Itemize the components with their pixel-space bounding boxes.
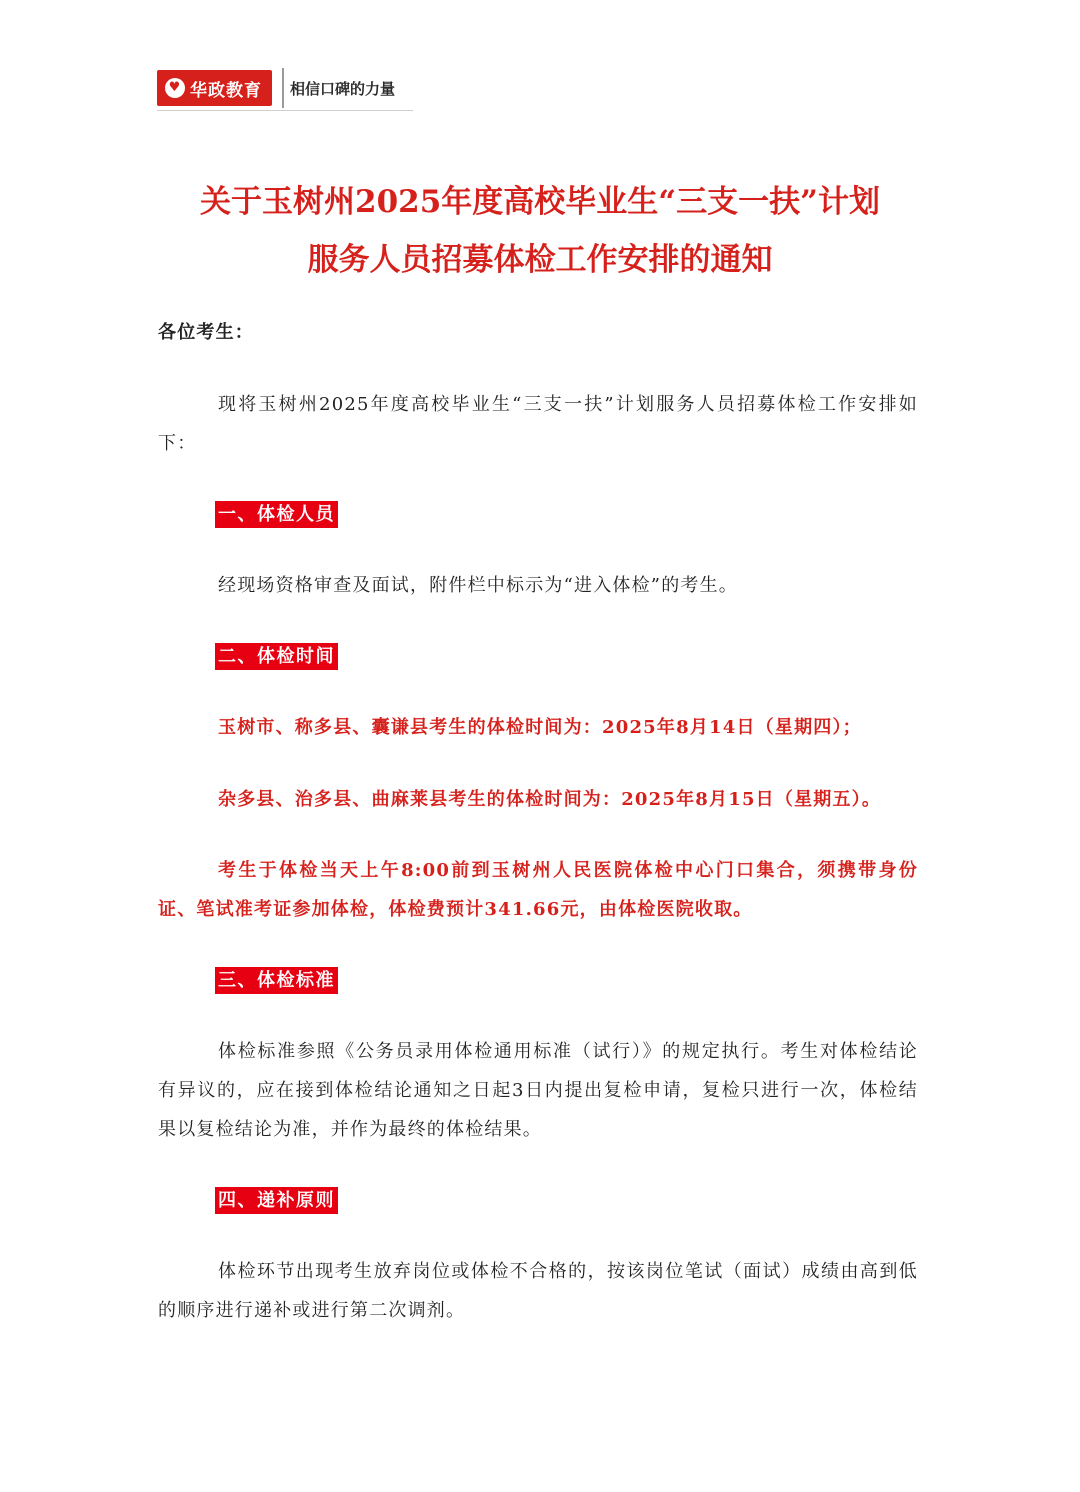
brand-logo-text: 华政教育 bbox=[190, 80, 262, 101]
personnel-paragraph: 经现场资格审查及面试，附件栏中标示为“进入体检”的考生。 bbox=[218, 575, 739, 596]
brand-slogan: 相信口碑的力量 bbox=[290, 79, 396, 98]
header-divider bbox=[282, 68, 284, 108]
intro-paragraph: 现将玉树州2025年度高校毕业生“三支一扶”计划服务人员招募体检工作安排如下： bbox=[158, 394, 918, 454]
exam-time-line-2: 杂多县、治多县、曲麻莱县考生的体检时间为：2025年8月15日（星期五）。 bbox=[218, 789, 882, 810]
document-title-line-2: 服务人员招募体检工作安排的通知 bbox=[307, 242, 773, 278]
standard-paragraph: 体检标准参照《公务员录用体检通用标准（试行）》的规定执行。考生对体检结论有异议的，应在接到体检结论通知之日起3日内提出复检申请，复检只进行一次，体检结果以复检结论为准，并作为最终的体检结果。 bbox=[158, 1041, 918, 1140]
brand-logo bbox=[157, 70, 272, 106]
exam-time-line-1: 玉树市、称多县、囊谦县考生的体检时间为：2025年8月14日（星期四）； bbox=[218, 717, 862, 738]
exam-time-notice: 考生于体检当天上午8:00前到玉树州人民医院体检中心门口集合，须携带身份证、笔试准考证参加体检，体检费预计341.66元，由体检医院收取。 bbox=[158, 860, 918, 920]
brand-header bbox=[157, 66, 413, 111]
section-heading-time: 二、体检时间 bbox=[215, 643, 338, 670]
section-heading-personnel: 一、体检人员 bbox=[215, 501, 338, 528]
salutation: 各位考生： bbox=[158, 322, 254, 343]
heart-icon: ♥ bbox=[165, 78, 185, 98]
section-heading-replacement: 四、递补原则 bbox=[215, 1187, 338, 1214]
section-heading-standard: 三、体检标准 bbox=[215, 967, 338, 994]
document-title-line-1: 关于玉树州2025年度高校毕业生“三支一扶”计划 bbox=[200, 184, 880, 220]
replacement-paragraph: 体检环节出现考生放弃岗位或体检不合格的，按该岗位笔试（面试）成绩由高到低的顺序进行递补或进行第二次调剂。 bbox=[158, 1261, 918, 1321]
